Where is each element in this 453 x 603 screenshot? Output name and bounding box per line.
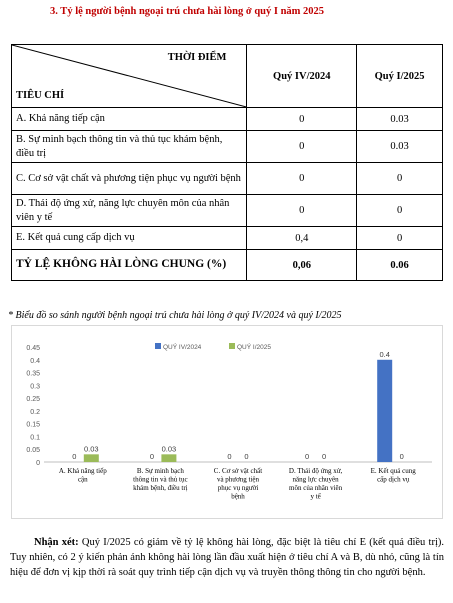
- data-label: 0: [149, 452, 154, 461]
- y-tick-label: 0.15: [26, 421, 40, 429]
- row-label: A. Khả năng tiếp cận: [12, 108, 247, 131]
- data-label: 0.03: [161, 444, 177, 454]
- legend-label: QUÝ I/2025: [237, 344, 271, 351]
- data-label: 0: [227, 452, 232, 461]
- data-label: 0: [322, 452, 327, 461]
- x-tick-label: A. Khả năng tiếp: [58, 467, 107, 475]
- data-label: 0: [305, 452, 310, 461]
- data-label: 0: [399, 452, 404, 461]
- row-label: D. Thái độ ứng xử, năng lực chuyên môn của nhân viên y tế: [12, 195, 247, 227]
- y-tick-label: 0.25: [26, 396, 40, 404]
- data-label: 0.4: [379, 349, 390, 359]
- corner-cell: [12, 45, 247, 108]
- cell-value: 0: [247, 163, 357, 195]
- row-label: B. Sự minh bạch thông tin và thủ tục khám bệnh, điều trị: [12, 131, 247, 163]
- x-tick-label: D. Thái độ ứng xử,: [288, 467, 343, 475]
- y-tick-label: 0.05: [26, 447, 40, 455]
- cell-value: 0,4: [247, 227, 357, 250]
- section-heading: 3. Tỷ lệ người bệnh ngoại trú chưa hài lòng ở quý I năm 2025: [50, 6, 325, 17]
- data-label: 0.03: [83, 444, 99, 454]
- legend-swatch: [229, 343, 235, 349]
- y-tick-label: 0.3: [30, 383, 40, 391]
- x-tick-label: cận: [77, 475, 88, 484]
- cell-value: 0.03: [357, 131, 443, 163]
- row-label: E. Kết quả cung cấp dịch vụ: [12, 227, 247, 250]
- comparison-chart: [11, 325, 443, 519]
- chart-caption: * Biểu đồ so sánh người bệnh ngoại trú chưa hài lòng ở quý IV/2024 và quý I/2025: [8, 310, 342, 321]
- bar: [377, 360, 392, 462]
- y-tick-label: 0.35: [26, 370, 40, 378]
- row-label: C. Cơ sở vật chất và phương tiện phục vụ người bệnh: [12, 163, 247, 195]
- corner-bottom-label: TIÊU CHÍ: [16, 89, 65, 101]
- x-tick-label: cấp dịch vụ: [377, 475, 410, 484]
- legend-label: QUÝ IV/2024: [163, 344, 202, 351]
- y-tick-label: 0: [36, 460, 40, 467]
- bar: [84, 454, 99, 462]
- table-row: [12, 195, 443, 227]
- data-label: 0: [244, 452, 249, 461]
- corner-top-label: THỜI ĐIỂM: [167, 52, 227, 63]
- legend-swatch: [155, 343, 161, 349]
- column-header-q4-2024: Quý IV/2024: [247, 45, 357, 108]
- remark-text: Quý I/2025 có giảm về tỷ lệ không hài lòng, đặc biệt là tiêu chí E (kết quả điều trị). Tuy nhiên, có 2 ý kiến phản ánh không hài lòng lần đầu xuất hiện ở tiêu chí A và B, dù nhỏ, cũng là tín hiệu để đơn vị kịp thời rà soát quy trình tiếp cận dịch vụ và truyền thông thông tin cho người bệnh.: [10, 537, 444, 578]
- x-tick-label: B. Sự minh bạch: [136, 467, 184, 475]
- table-header-row: [12, 45, 443, 108]
- x-tick-label: và phương tiện: [216, 475, 260, 484]
- y-tick-label: 0.1: [30, 434, 40, 442]
- column-header-q1-2025: Quý I/2025: [357, 45, 443, 108]
- x-tick-label: môn của nhân viên: [289, 484, 343, 492]
- cell-value: 0: [357, 163, 443, 195]
- y-tick-label: 0.2: [30, 408, 40, 416]
- satisfaction-table: [11, 44, 443, 281]
- cell-value: 0: [357, 195, 443, 227]
- x-tick-label: bệnh: [231, 492, 245, 501]
- cell-value: 0: [247, 108, 357, 131]
- cell-value: 0: [357, 227, 443, 250]
- x-tick-label: khám bệnh, điều trị: [133, 484, 188, 492]
- table-row: [12, 163, 443, 195]
- bar: [161, 454, 176, 462]
- x-tick-label: E. Kết quả cung: [370, 467, 416, 475]
- cell-value: 0: [247, 195, 357, 227]
- x-tick-label: năng lực chuyên: [292, 475, 339, 484]
- total-value-q4-2024: 0,06: [247, 250, 357, 281]
- data-label: 0: [72, 452, 77, 461]
- x-tick-label: y tế: [310, 492, 321, 501]
- total-value-q1-2025: 0.06: [357, 250, 443, 281]
- x-tick-label: thông tin và thủ tục: [133, 475, 188, 484]
- remark-label: Nhận xét:: [34, 537, 79, 548]
- chart-canvas: [12, 326, 442, 518]
- total-row: [12, 250, 443, 281]
- table-row: [12, 227, 443, 250]
- table-row: [12, 108, 443, 131]
- y-tick-label: 0.45: [26, 345, 40, 352]
- cell-value: 0: [247, 131, 357, 163]
- remark-paragraph: [10, 535, 444, 580]
- x-tick-label: C. Cơ sở vật chất: [213, 467, 263, 475]
- x-tick-label: phục vụ người: [217, 484, 259, 492]
- total-label: TỶ LỆ KHÔNG HÀI LÒNG CHUNG (%): [12, 250, 247, 281]
- table-row: [12, 131, 443, 163]
- y-tick-label: 0.4: [30, 357, 40, 365]
- cell-value: 0.03: [357, 108, 443, 131]
